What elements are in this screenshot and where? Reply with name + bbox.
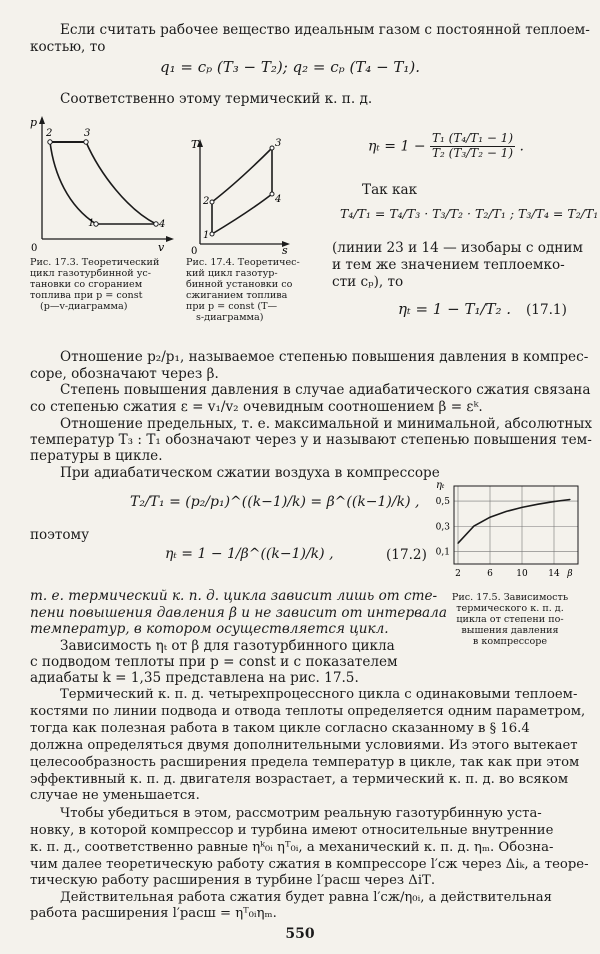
para5-line-1: Термический к. п. д. четырехпроцессного цикла с одинаковыми теплоем- <box>60 687 578 702</box>
intro-line-1: Если считать рабочее вещество идеальным газом с постоянной теплоем- <box>60 22 590 38</box>
fig175-caption-2: термического к. п. д. <box>456 603 564 614</box>
pv-point-1: 1 <box>88 218 95 229</box>
chart-ytick-0: 0,5 <box>435 497 450 508</box>
dep-para-line-3: адиабаты k = 1,35 представлена на рис. 17.5. <box>30 670 359 686</box>
fig174-caption-1: Рис. 17.4. Теоретичес- <box>186 257 300 268</box>
fig174-caption-5: при p = const (T— <box>186 301 278 312</box>
pv-origin-label: 0 <box>31 243 38 254</box>
italic-para-line-1: т. е. термический к. п. д. цикла зависит лишь от сте- <box>30 588 438 604</box>
intro-line-2: костью, то <box>30 39 106 55</box>
para3-line-3: пературы в цикле. <box>30 448 163 464</box>
italic-para-line-3: температур, в котором осуществляется цикл. <box>30 621 389 637</box>
para3-line-2: температур T₃ : T₁ обозначают через y и называют степенью повышения тем- <box>30 432 592 448</box>
pv-axis-y-label: p <box>30 116 38 129</box>
dep-para-line-2: с подводом теплоты при p = const и с показателем <box>30 654 398 670</box>
figure-17-4-ts-diagram <box>190 136 300 254</box>
ts-point-4: 4 <box>275 194 282 205</box>
pv-point-3: 3 <box>84 128 91 139</box>
chart-frame <box>454 486 578 564</box>
para6-line-4: чим далее теоретическую работу сжатия в компрессоре l′сж через Δiₖ, а теоре- <box>30 857 589 872</box>
para5-line-7: случае не уменьшается. <box>30 788 200 803</box>
tak-kak-line: Так как <box>362 182 418 198</box>
chart-point-1 <box>473 525 474 526</box>
para3-line-1: Отношение предельных, т. е. максимальной и минимальной, абсолютных <box>60 416 592 432</box>
dep-para-line-1: Зависимость ηₜ от β для газотурбинного цикла <box>60 638 395 654</box>
figure-17-5-chart <box>420 476 588 588</box>
chart-xtick-1: 6 <box>487 569 493 579</box>
eta-formula-numerator: T₁ (T₄/T₁ − 1) <box>432 131 513 145</box>
fig174-caption-2: кий цикл газотур- <box>186 268 278 279</box>
ratio-equation: T₄/T₁ = T₄/T₃ · T₃/T₂ · T₂/T₁ ; T₃/T₄ = T₂/T₁ <box>340 206 599 221</box>
ts-point-1: 1 <box>203 230 210 241</box>
para5-line-5: целесообразность расширения предела температур в цикле, так как при этом <box>30 755 580 770</box>
para6-line-5: тическую работу расширения в турбине l′расш через ΔiТ. <box>30 873 436 888</box>
eta-formula-label: ηₜ = 1 − <box>368 138 426 155</box>
equation-17-1-number: (17.1) <box>526 302 567 318</box>
equation-17-2-number: (17.2) <box>386 547 427 563</box>
equation-q: q₁ = cₚ (T₃ − T₂); q₂ = cₚ (T₄ − T₁). <box>160 58 421 76</box>
chart-point-7 <box>569 499 570 500</box>
italic-para-line-2: пени повышения давления β и не зависит от интервала <box>30 605 447 621</box>
equation-17-1: ηₜ = 1 − T₁/T₂ . <box>398 300 512 318</box>
equation-beta: T₂/T₁ = (p₂/p₁)^((k−1)/k) = β^((k−1)/k) , <box>130 494 420 510</box>
chart-point-0 <box>457 543 458 544</box>
fig175-caption-5: в компрессоре <box>472 636 548 647</box>
para5-line-6: эффективный к. п. д. двигателя возрастает, а термический к. п. д. во всяком <box>30 772 569 787</box>
para1-line-1: Отношение p₂/p₁, называемое степенью повышения давления в компрес- <box>60 349 589 365</box>
fig174-caption-6: s-диаграмма) <box>196 312 264 323</box>
corresp-line: Соответственно этому термический к. п. д. <box>60 91 373 107</box>
fig175-caption-4: вышения давления <box>461 625 559 636</box>
eta-formula-denominator: T₂ (T₃/T₂ − 1) <box>432 145 513 160</box>
lines-note-2: и тем же значением теплоемко- <box>332 257 565 273</box>
chart-ytick-1: 0,3 <box>435 522 450 533</box>
fig173-caption-1: Рис. 17.3. Теоретический <box>30 257 160 268</box>
eta-formula: ηₜ = 1 − $\frac{\text{T₁ (T₄/T₁ − 1)}}{\text{T₂ (T₃/T₂ − 1)}}$ . <box>368 131 524 160</box>
para2-line-2: со степенью сжатия ε = v₁/v₂ очевидным соотношением β = εᵏ. <box>30 399 483 415</box>
chart-xtick-3: 14 <box>548 569 560 579</box>
chart-point-5 <box>537 504 538 505</box>
para5-line-3: тогда как полезная работа в таком цикле согласно сказанному в § 16.4 <box>30 721 530 736</box>
para6-line-1: Чтобы убедиться в этом, рассмотрим реальную газотурбинную уста- <box>60 806 542 821</box>
fig173-caption-2: цикл газотурбинной ус- <box>30 268 151 279</box>
ts-point-2: 2 <box>203 196 210 207</box>
ts-axis-y-label: T <box>191 138 199 151</box>
chart-ytick-2: 0,1 <box>435 547 450 558</box>
fig175-caption-1: Рис. 17.5. Зависимость <box>451 592 569 603</box>
para1-line-2: соре, обозначают через β. <box>30 366 219 382</box>
lines-note-1: (линии 23 и 14 — изобары с одним <box>332 240 584 256</box>
pv-point-2: 2 <box>46 128 53 139</box>
chart-point-2 <box>489 517 490 518</box>
fig175-caption-3: цикла от степени по- <box>456 614 564 625</box>
ts-origin-label: 0 <box>191 246 198 254</box>
ts-point-3: 3 <box>275 138 282 149</box>
chart-series-line <box>458 500 570 544</box>
para6-line-2: новку, в которой компрессор и турбина имеют относительные внутренние <box>30 823 554 838</box>
chart-y-axis-label: ηₜ <box>436 480 445 491</box>
para5-line-4: должна определяться двумя дополнительными условиями. Из этого вытекает <box>30 738 578 753</box>
fig174-caption-4: сжиганием топлива <box>186 290 288 301</box>
para4-line: При адиабатическом сжатии воздуха в компрессоре <box>60 465 440 481</box>
chart-xtick-0: 2 <box>455 569 461 579</box>
fig173-caption-5: (p—v-диаграмма) <box>40 301 128 312</box>
equation-17-2: ηₜ = 1 − 1/β^((k−1)/k) , <box>165 546 334 562</box>
para6-line-3: к. п. д., соответственно равные ηᵏ₀ᵢ ηᵀ₀ᵢ, а механический к. п. д. ηₘ. Обозна- <box>30 840 554 855</box>
chart-point-4 <box>521 507 522 508</box>
chart-xtick-4: β <box>567 569 573 579</box>
para5-line-2: костями по линии подвода и отвода теплоты определяется одним параметром, <box>30 704 586 719</box>
pv-axis-x-label: v <box>158 241 165 254</box>
para7-line-1: Действительная работа сжатия будет равна l′сж/η₀ᵢ, а действительная <box>60 890 552 905</box>
fig173-caption-4: топлива при p = const <box>30 290 143 301</box>
page-number: 550 <box>285 926 315 942</box>
chart-point-6 <box>553 501 554 502</box>
ts-axis-x-label: s <box>282 244 288 254</box>
chart-xtick-2: 10 <box>516 569 528 579</box>
chart-point-3 <box>505 511 506 512</box>
para2-line-1: Степень повышения давления в случае адиабатического сжатия связана <box>60 382 591 398</box>
fig174-caption-3: бинной установки со <box>186 279 293 290</box>
lines-note-3: сти cₚ), то <box>332 274 404 290</box>
poetomu-line: поэтому <box>30 527 90 543</box>
pv-point-4: 4 <box>159 219 166 230</box>
figure-17-3-pv-diagram <box>28 114 178 254</box>
fig173-caption-3: тановки со сгоранием <box>30 279 143 290</box>
para7-line-2: работа расширения l′расш = ηᵀ₀ᵢηₘ. <box>30 906 277 921</box>
